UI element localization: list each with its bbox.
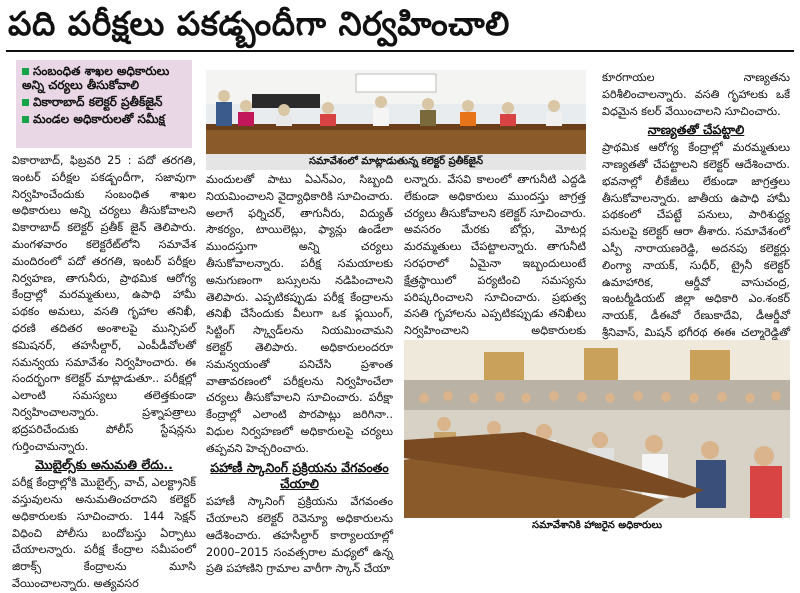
highlight-item (22, 64, 186, 92)
paragraph: కూరగాయల నాణ్యతను పరిశీలించాలన్నారు. వసతి గృహాలకు ఒకే విధమైన కలర్ వేయించాలని సూచించారు. (602, 71, 790, 118)
bottom-photo-caption: సమావేశానికి హాజరైన అధికారులు (404, 518, 790, 534)
officials-photo (404, 340, 790, 518)
paragraph: పహాణీ స్కానింగ్ ప్రక్రియను వేగవంతం చేయాలని కలెక్టర్ రెవెన్యూ అధికారులను ఆదేశించారు. తహసీల్దార్ కార్యాలయాల్లో 2000–2015 సంవత్సరాల మధ్యలో ఉన్న ప్రతి పహాణిని గ్రామాల వారీగా స్కాన్ చేయా (206, 495, 393, 576)
highlight-text: సంబంధిత శాఖల అధికారులు అన్ని చర్యలు తీసుకోవాలి (22, 64, 170, 92)
highlight-item (22, 95, 186, 109)
headline-rule (6, 50, 794, 52)
subheading-quality: నాణ్యతతో చేపట్టాలి (647, 122, 745, 138)
highlight-text: మండల అధికారులతో సమీక్ష (33, 112, 165, 126)
bullet-icon (22, 116, 29, 123)
officials-photo-image (404, 340, 790, 518)
paragraph: లన్నారు. వేసవి కాలంలో తాగునీటి ఎద్దడి లేకుండా అధికారులు ముందస్తు జాగ్రత్త చర్యలు తీసుకోవాలని కలెక్టర్ సూచించారు. అవసరం మేరకు బోర్లు, మోటర్ల మరమ్మతులు చేపట్టాలన్నారు. తాగునీటి సరఫరాలో ఏమైనా ఇబ్బందులుంటే క్షేత్రస్థాయిలో పర్యటించి సమస్యను పరిష్కరించాలని సూచించారు. ప్రభుత్వ వసతి గృహాలను ఎప్పటికప్పుడు తనిఖీలు నిర్వహించాలని అధికారులకు (404, 173, 586, 338)
article-column-1 (12, 153, 196, 590)
top-photo-caption: సమావేశంలో మాట్లాడుతున్న కలెక్టర్ ప్రతీక్‌జైన్ (206, 154, 586, 170)
article-column-2 (206, 172, 393, 576)
paragraph: ప్రాథమిక ఆరోగ్య కేంద్రాల్లో మరమ్మతులు నాణ్యతతో చేపట్టాలని కలెక్టర్ ఆదేశించారు. భవనాల్లో లీకేజీలు లేకుండా జాగ్రత్తలు తీసుకోవాలన్నారు. జాతీయ ఉపాధి హామీ పథకంలో చేపట్టే పనులు, పారిశుద్ధ్య పనులపై కలెక్టర్ ఆరా తీశారు. సమావేశంలో ఎస్పీ నారాయణరెడ్డి, అదనపు కలెక్టర్లు లింగ్యా నాయక్, సుధీర్, ట్రైనీ కలెక్టర్ ఉమాహారిక, ఆర్డీవో వాసుచంద్ర, ఇంటర్మీడియట్ జిల్లా అధికారి ఎం.శంకర్ నాయక్, డీఈవో రేణుకాదేవి, డీఆర్డీవో శ్రీనివాస్, మిషన్ భగీరథ ఈఈ చల్మారెడ్డితో (602, 141, 790, 339)
highlight-text: వికారాబాద్ కలెక్టర్ ప్రతీక్‌జైన్ (33, 95, 163, 109)
bullet-icon (22, 99, 29, 106)
article-column-4 (602, 70, 790, 340)
highlight-item (22, 112, 186, 126)
meeting-photo (206, 70, 586, 154)
highlights-box (16, 60, 192, 148)
paragraph: వికారాబాద్, ఫిబ్రవరి 25 : పదో తరగతి, ఇంటర్ పరీక్షల పకడ్బందీగా, సజావుగా నిర్వహించేందుకు సంబంధిత శాఖల అధికారులు అన్ని చర్యలు తీసుకోవాలని వికారాబాద్ కలెక్టర్ ప్రతీక్ జైన్ తెలిపారు. మంగళవారం కలెక్టరేట్‌లోని సమావేశ మందిరంలో పదో తరగతి, ఇంటర్ పరీక్షల నిర్వహణ, తాగునీరు, ప్రాథమిక ఆరోగ్య కేంద్రాల్లో మరమ్మతులు, ఉపాధి హామీ పథకం అమలు, వసతి గృహాల తనిఖీ, ధరణి తదితర అంశాలపై మున్సిపల్ కమిషనర్, తహసీల్దార్, ఎంపీడీవోలతో సమన్వయ సమావేశం నిర్వహించారు. ఈ సందర్భంగా కలెక్టర్ మాట్లాడుతూ.. పరీక్షల్లో ఎలాంటి సమస్యలు తలెత్తకుండా నిర్వహించాలన్నారు. ప్రశ్నాపత్రాలు భద్రపరిచేందుకు పోలీస్ స్టేషన్లను గుర్తించామన్నారు. (12, 154, 196, 453)
headline: పది పరీక్షలు పకడ్బందీగా నిర్వహించాలి (8, 4, 510, 43)
subheading-pahani: పహాణీ స్కానింగ్ ప్రక్రియను వేగవంతం చేయాలి (210, 459, 389, 492)
meeting-photo-image (206, 70, 586, 154)
paragraph: మందులతో పాటు ఏఎన్ఎం, సిబ్బంది నియమించాలని వైద్యాధికారికి సూచించారు. అలాగే ఫర్నిచర్, తాగునీరు, విద్యుత్ సౌకర్యం, టాయిలెట్లు, ఫ్యాన్లు ఉండేలా ముందస్తుగా అన్ని చర్యలు తీసుకోవాలన్నారు. పరీక్ష సమయాలకు అనుగుణంగా బస్సులను నడిపించాలని తెలిపారు. ఎప్పటికప్పుడు పరీక్ష కేంద్రాలను తనిఖీ చేసేందుకు వీలుగా ఒక ఫ్లయింగ్, సిట్టింగ్ స్క్వాడ్‌లను నియమించామని కలెక్టర్ తెలిపారు. అధికారులందరూ సమన్వయంతో పనిచేసి ప్రశాంత వాతావరణంలో పరీక్షలను నిర్వహించేలా చర్యలు తీసుకోవాలని సూచించారు. పరీక్షా కేంద్రాల్లో ఎలాంటి పొరపాట్లు జరిగినా.. విధుల నిర్వహణలో అధికారులపై చర్యలు తప్పవని హెచ్చరించారు. (206, 173, 393, 455)
paragraph: పరీక్ష కేంద్రాల్లోకి మొబైల్స్, వాచ్, ఎలక్ట్రానిక్ వస్తువులను అనుమతించరాదని కలెక్టర్ అధికారులకు సూచించారు. 144 సెక్షన్ విధించి పోలీసు బందోబస్తు ఏర్పాటు చేయాలన్నారు. పరీక్ష కేంద్రాల సమీపంలో జిరాక్స్ కేంద్రాలను మూసి వేయించాలన్నారు. అత్యవసర (12, 476, 196, 590)
article-column-3 (404, 172, 586, 338)
bullet-icon (22, 68, 29, 75)
subheading-mobiles: మొబైల్స్‌కు అనుమతి లేదు.. (35, 457, 173, 473)
